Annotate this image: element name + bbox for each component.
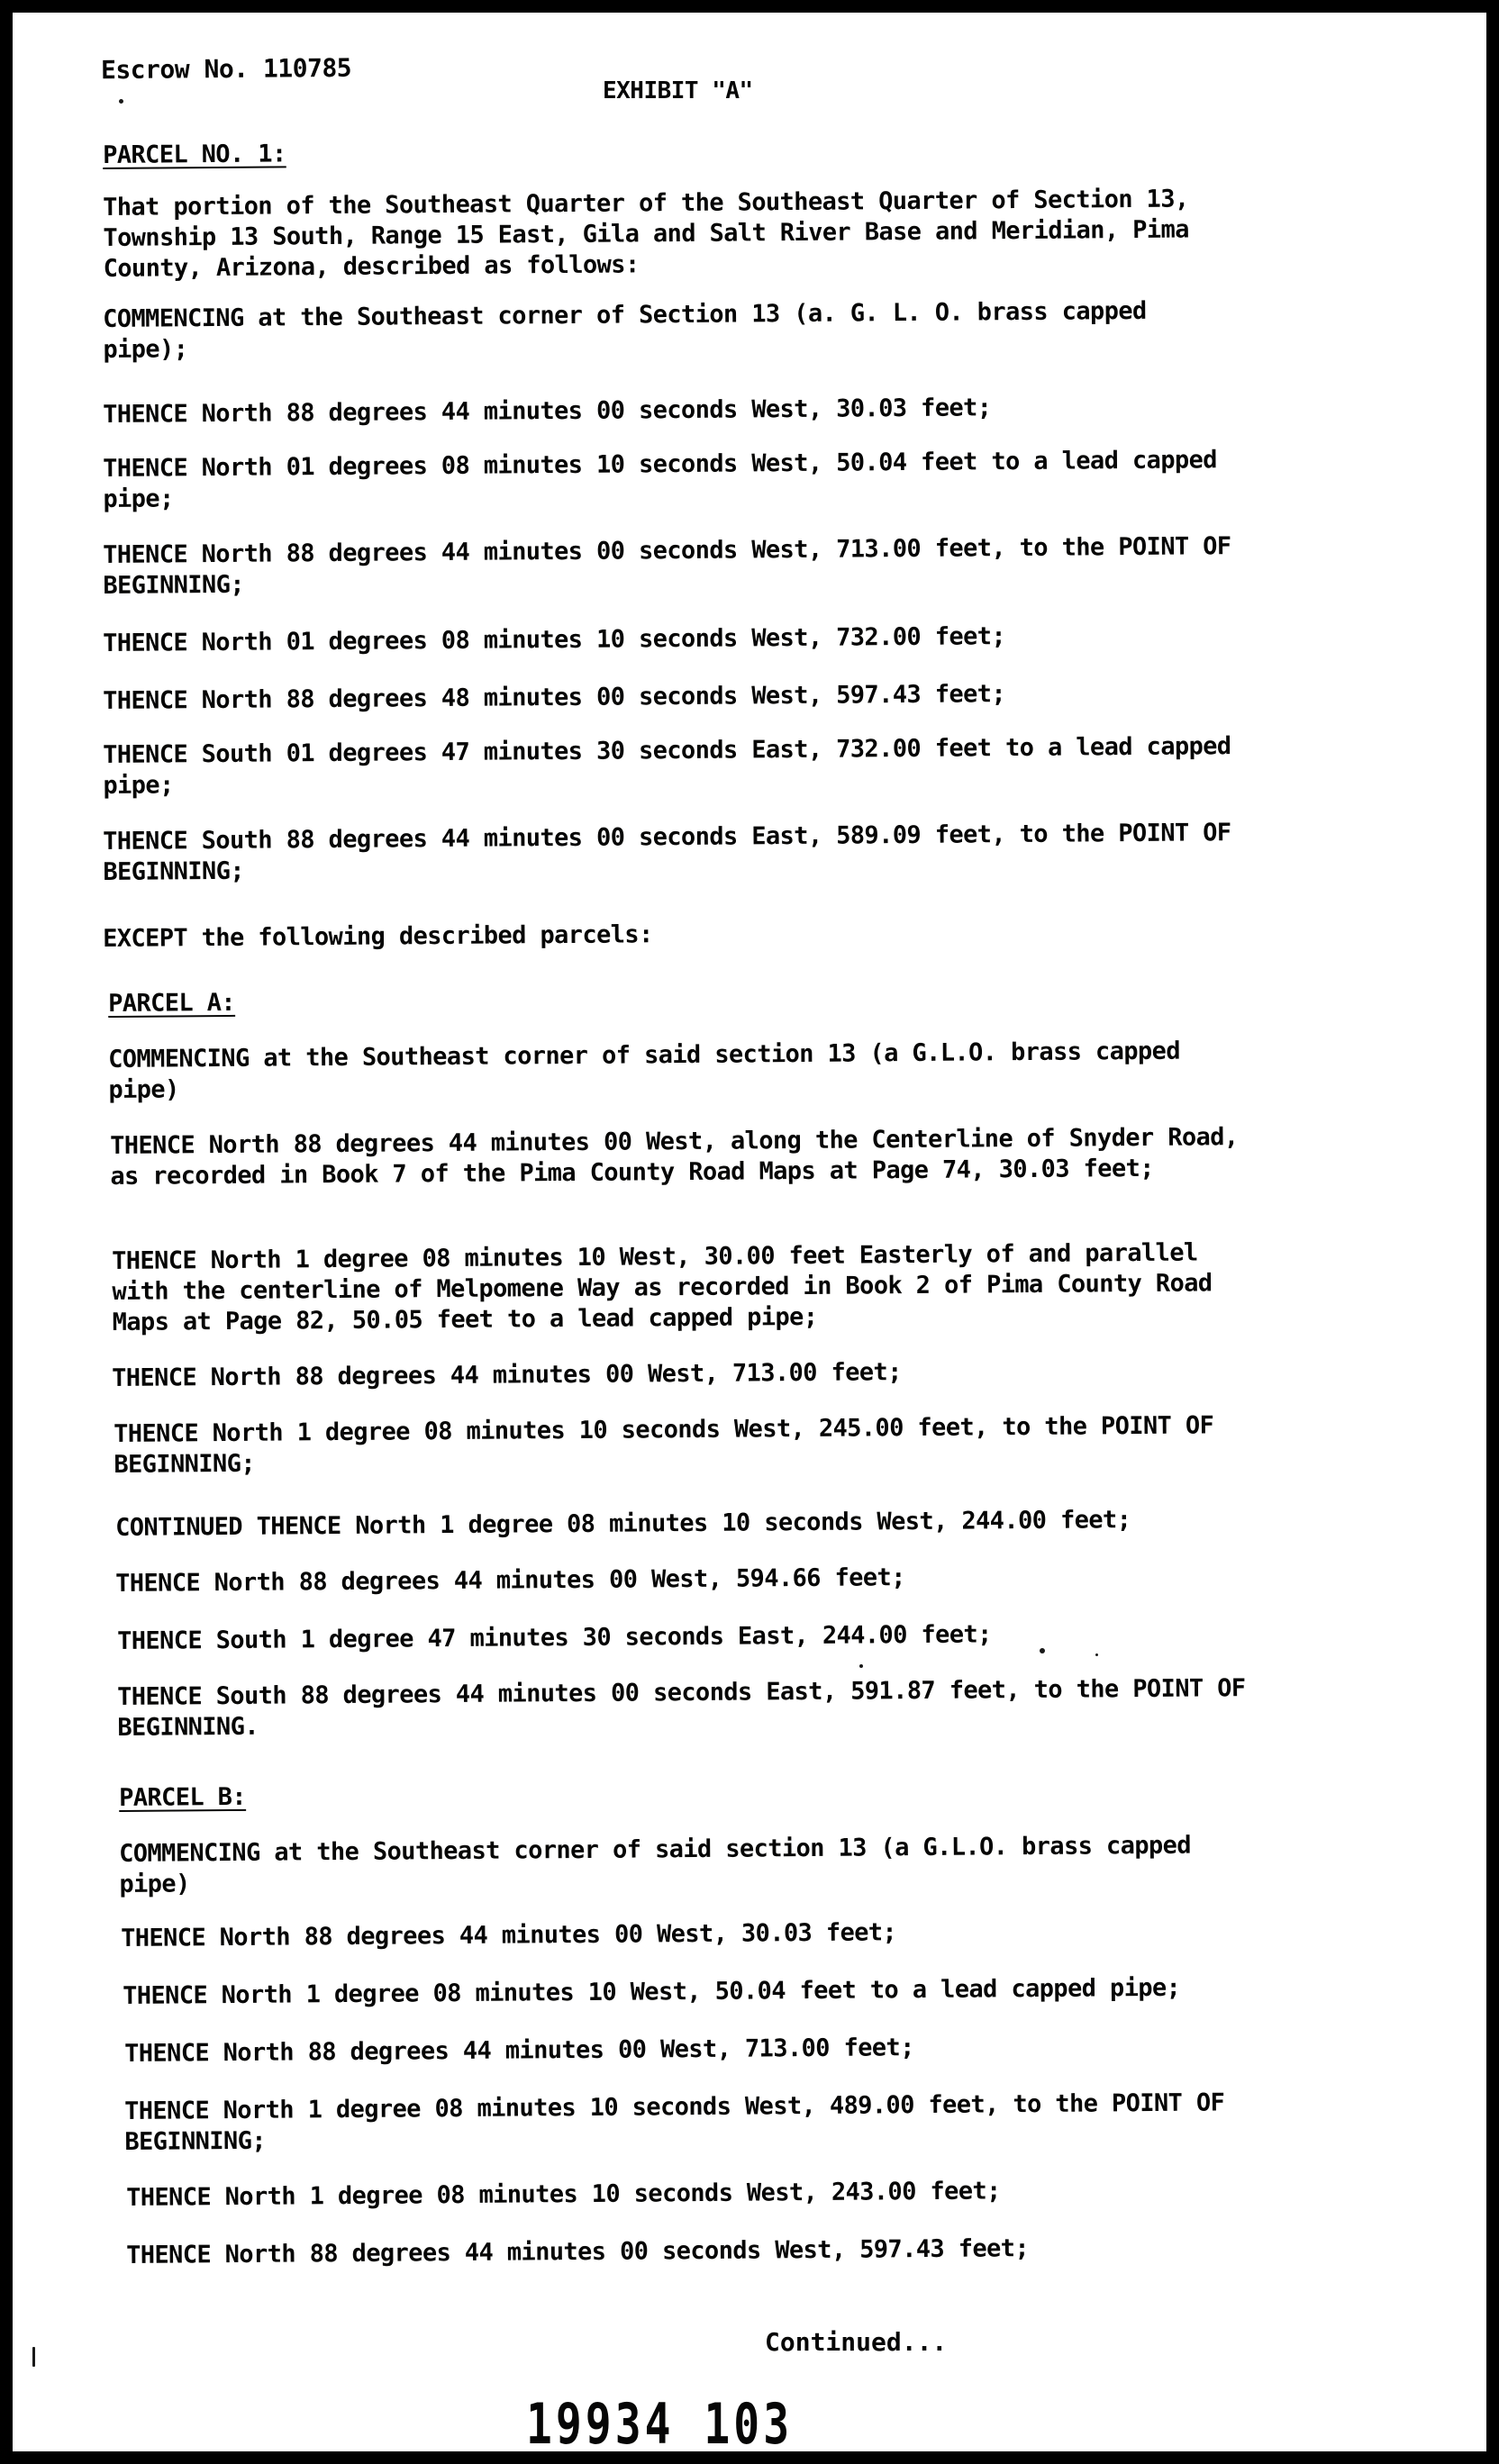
paragraph-b-thence-3: THENCE North 88 degrees 44 minutes 00 West, 713.00 feet; — [124, 2034, 914, 2068]
paragraph-except: EXCEPT the following described parcels: — [103, 920, 653, 953]
paragraph-a-thence-7: THENCE South 88 degrees 44 minutes 00 seconds East, 591.87 feet, to the POINT OF BEGINNING. — [117, 1674, 1246, 1742]
paragraph-thence-1: THENCE North 88 degrees 44 minutes 00 seconds West, 30.03 feet; — [103, 394, 992, 429]
speck — [1095, 1653, 1098, 1656]
paragraph-b-thence-4: THENCE North 1 degree 08 minutes 10 seconds West, 489.00 feet, to the POINT OF BEGINNING; — [124, 2088, 1225, 2156]
paragraph-a-thence-4: THENCE North 1 degree 08 minutes 10 seconds West, 245.00 feet, to the POINT OF BEGINNING; — [114, 1411, 1214, 1479]
paragraph-b-thence-1: THENCE North 88 degrees 44 minutes 00 West, 30.03 feet; — [121, 1918, 897, 1952]
paragraph-thence-7: THENCE South 88 degrees 44 minutes 00 seconds East, 589.09 feet, to the POINT OF BEGINNING; — [103, 819, 1231, 886]
paragraph-thence-4: THENCE North 01 degrees 08 minutes 10 seconds West, 732.00 feet; — [103, 622, 1006, 657]
paragraph-a-thence-6: THENCE South 1 degree 47 minutes 30 seconds East, 244.00 feet; — [117, 1620, 992, 1655]
margin-mark — [32, 2347, 35, 2367]
paragraph-b-commencing: COMMENCING at the Southeast corner of said section 13 (a G.L.O. brass capped pipe) — [119, 1831, 1192, 1898]
parcel-no-1-heading: PARCEL NO. 1: — [103, 140, 286, 169]
escrow-number: Escrow No. 110785 — [100, 52, 352, 86]
paragraph-intro: That portion of the Southeast Quarter of the Southeast Quarter of Section 13, Township 13 South, Range 15 East, Gila and Salt River Base and Meridian, Pima County, Arizona, described as follows: — [103, 185, 1189, 283]
paragraph-a-thence-3: THENCE North 88 degrees 44 minutes 00 West, 713.00 feet; — [112, 1358, 902, 1392]
paragraph-commencing: COMMENCING at the Southeast corner of Section 13 (a. G. L. O. brass capped pipe); — [103, 296, 1147, 364]
page-stamp: 19934 103 — [526, 2392, 794, 2458]
exhibit-title: EXHIBIT "A" — [603, 77, 753, 104]
document-page — [13, 13, 1486, 2458]
parcel-b-heading: PARCEL B: — [119, 1782, 247, 1812]
paragraph-a-commencing: COMMENCING at the Southeast corner of said section 13 (a G.L.O. brass capped pipe) — [108, 1037, 1181, 1104]
paragraph-a-thence-5: THENCE North 88 degrees 44 minutes 00 West, 594.66 feet; — [115, 1563, 905, 1598]
paragraph-a-thence-1: THENCE North 88 degrees 44 minutes 00 West, along the Centerline of Snyder Road, as recorded in Book 7 of the Pima County Road Maps at Page 74, 30.03 feet; — [110, 1123, 1239, 1191]
paragraph-thence-5: THENCE North 88 degrees 48 minutes 00 seconds West, 597.43 feet; — [103, 680, 1006, 715]
paragraph-thence-3: THENCE North 88 degrees 44 minutes 00 seconds West, 713.00 feet, to the POINT OF BEGINNING; — [103, 532, 1231, 600]
speck — [1040, 1648, 1045, 1653]
paragraph-a-continued: CONTINUED THENCE North 1 degree 08 minutes 10 seconds West, 244.00 feet; — [115, 1506, 1131, 1542]
parcel-a-heading: PARCEL A: — [108, 988, 236, 1018]
continued-label: Continued... — [765, 2327, 948, 2357]
paragraph-thence-2: THENCE North 01 degrees 08 minutes 10 seconds West, 50.04 feet to a lead capped pipe; — [103, 446, 1217, 513]
paragraph-thence-6: THENCE South 01 degrees 47 minutes 30 seconds East, 732.00 feet to a lead capped pipe; — [103, 732, 1231, 800]
paragraph-b-thence-2: THENCE North 1 degree 08 minutes 10 West, 50.04 feet to a lead capped pipe; — [123, 1973, 1181, 2010]
paragraph-b-thence-5: THENCE North 1 degree 08 minutes 10 seconds West, 243.00 feet; — [126, 2177, 1001, 2212]
paragraph-a-thence-2: THENCE North 1 degree 08 minutes 10 West, 30.00 feet Easterly of and parallel with the centerline of Melpomene Way as recorded in Book 2 of Pima County Road Maps at Page 82, 50.05 feet to a lead capped pipe; — [112, 1238, 1213, 1336]
paragraph-b-thence-6: THENCE North 88 degrees 44 minutes 00 seconds West, 597.43 feet; — [126, 2234, 1030, 2269]
speck — [859, 1664, 863, 1668]
speck — [119, 99, 123, 104]
